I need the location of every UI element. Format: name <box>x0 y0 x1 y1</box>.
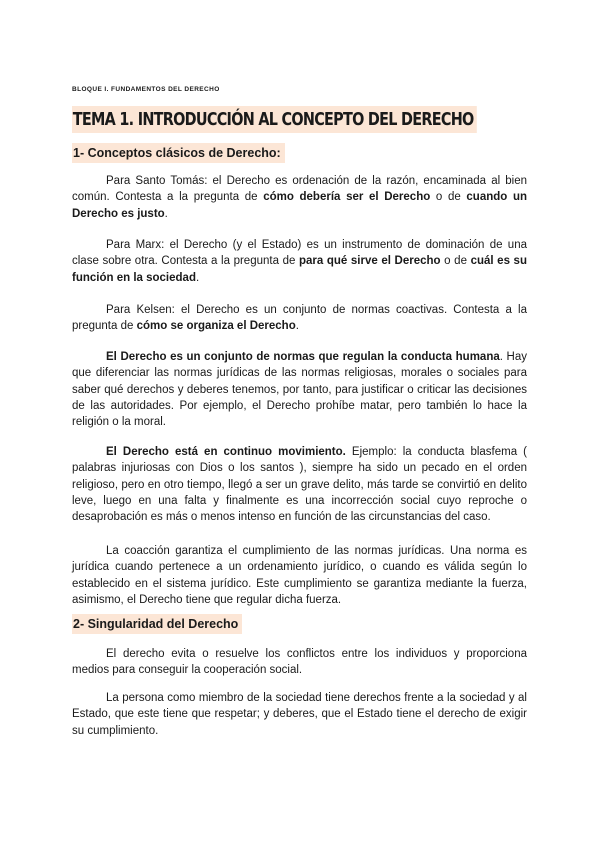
paragraph-continuo-movimiento: El Derecho está en continuo movimiento. Ejemplo: la conducta blasfema ( palabras injuriosas con Dios o los santos ), siempre ha sido un pecado en el orden religioso, pero en otro tiempo, llegó a ser un grave delito, más tarde se convirtió en delito leve, luego en una falta y finalmente es una incorrección social cuyo reproche o desaprobación es más o menos intenso en función de las circunstancias del caso. <box>72 446 527 524</box>
paragraph-conjunto-normas: El Derecho es un conjunto de normas que regulan la conducta humana. Hay que diferenciar las normas jurídicas de las normas religiosas, morales o sociales para saber qué derechos y deberes tenemos, por tanto, para justificar o criticar las decisiones de las autoridades. Por ejemplo, el Derecho prohíbe matar, pero también lo hace la religión o la moral. <box>72 351 528 429</box>
section-heading-2: 2- Singularidad del Derecho <box>72 614 242 634</box>
block-label: BLOQUE I. FUNDAMENTOS DEL DERECHO <box>72 86 220 93</box>
paragraph-marx: Para Marx: el Derecho (y el Estado) es un instrumento de dominación de una clase sobre otra. Contesta a la pregunta de para qué sirve el Derecho o de cuál es su función en la sociedad. <box>72 239 527 284</box>
paragraph-derechos-deberes: La persona como miembro de la sociedad tiene derechos frente a la sociedad y al Estado, que este tiene que respetar; y deberes, que el Estado tiene el derecho de exigir su cumplimiento. <box>72 692 527 737</box>
paragraph-coaccion: La coacción garantiza el cumplimiento de las normas jurídicas. Una norma es jurídica cuando pertenece a un ordenamiento jurídico, o cuando es válida según lo establecido en el sistema jurídico. Este cumplimiento se garantiza mediante la fuerza, asimismo, el Derecho tiene que regular dicha fuerza. <box>72 545 527 606</box>
paragraph-santo-tomas: Para Santo Tomás: el Derecho es ordenación de la razón, encaminada al bien común. Contesta a la pregunta de cómo debería ser el Derecho o de cuando un Derecho es justo. <box>72 175 527 220</box>
section-heading-1: 1- Conceptos clásicos de Derecho: <box>72 143 285 163</box>
paragraph-kelsen: Para Kelsen: el Derecho es un conjunto de normas coactivas. Contesta a la pregunta de cómo se organiza el Derecho. <box>72 304 527 333</box>
paragraph-singularidad: El derecho evita o resuelve los conflictos entre los individuos y proporciona medios para conseguir la cooperación social. <box>72 648 527 677</box>
page-title: TEMA 1. INTRODUCCIÓN AL CONCEPTO DEL DERECHO <box>72 106 477 133</box>
